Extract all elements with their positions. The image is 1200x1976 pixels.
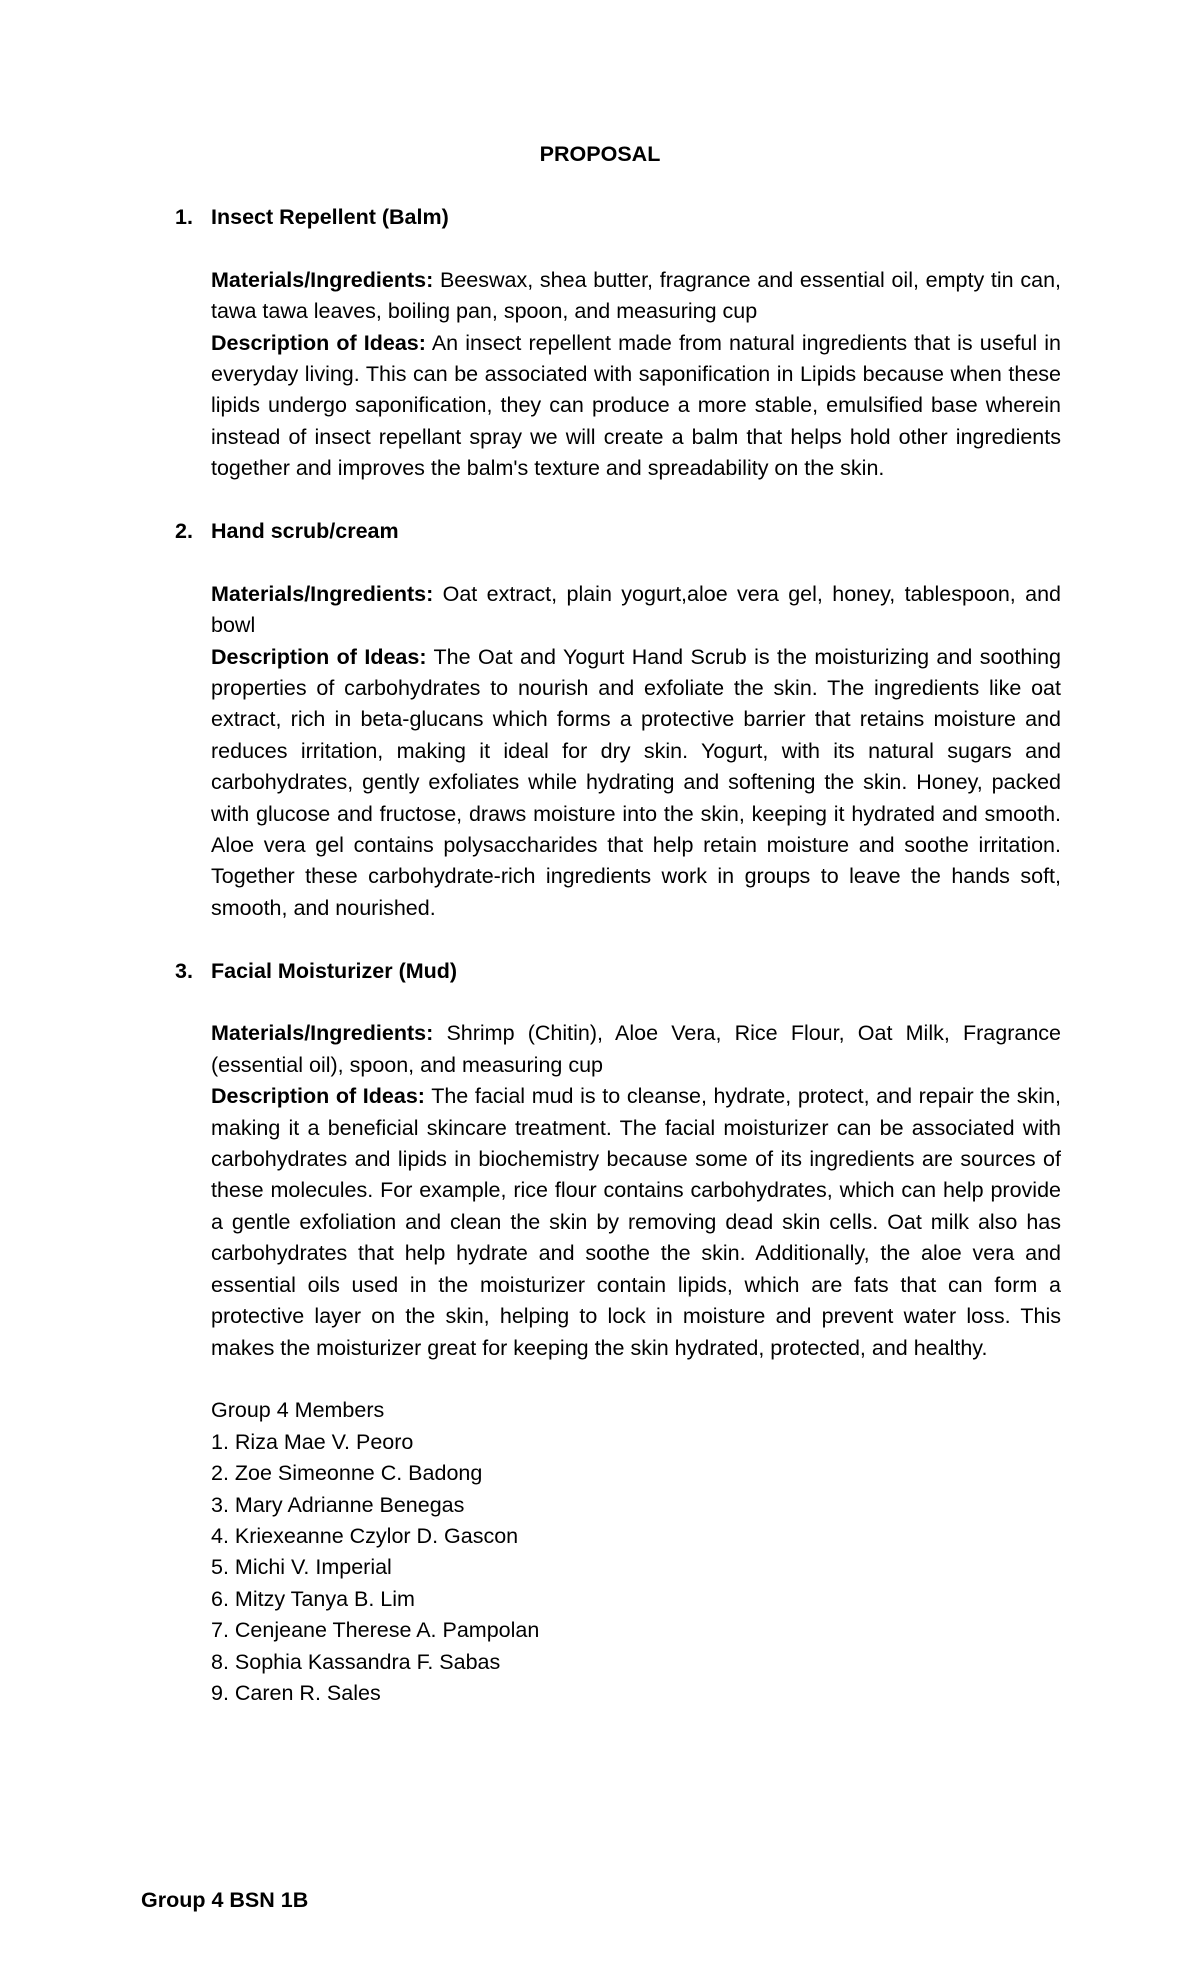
description-label: Description of Ideas: <box>211 330 426 355</box>
page-title: PROPOSAL <box>539 142 661 166</box>
description-text: The facial mud is to cleanse, hydrate, protect, and repair the skin, making it a beneficial skincare treatment. The facial moisturizer can be associated with carbohydrates and lipids in biochemistry because some of its ingredients are sources of these molecules. For example, rice flour contains carbohydrates, which can help provide a gentle exfoliation and clean the skin by removing dead skin cells. Oat milk also has carbohydrates that help hydrate and soothe the skin. Additionally, the aloe vera and essential oils used in the moisturizer contain lipids, which are fats that can form a protective layer on the skin, helping to lock in moisture and prevent water loss. This makes the moisturizer great for keeping the skin hydrated, protected, and healthy. <box>211 1084 1061 1360</box>
member-item: 5. Michi V. Imperial <box>211 1555 392 1580</box>
section-title: Facial Moisturizer (Mud) <box>211 958 458 983</box>
page-footer: Group 4 BSN 1B <box>141 1888 309 1912</box>
group-members <box>211 1395 1061 1709</box>
description-label: Description of Ideas: <box>211 1084 425 1109</box>
proposal-section-3 <box>175 956 1061 1364</box>
materials-label: Materials/Ingredients: <box>211 581 434 606</box>
proposal-sections <box>175 202 1061 1709</box>
section-heading <box>175 516 1061 547</box>
description-paragraph <box>211 1081 1061 1364</box>
description-text: An insect repellent made from natural ingredients that is useful in everyday living. This can be associated with saponification in Lipids because when these lipids undergo saponification, they can produce a more stable, emulsified base wherein instead of insect repellant spray we will create a balm that helps hold other ingredients together and improves the balm's texture and spreadability on the skin. <box>211 330 1061 481</box>
proposal-section-2 <box>175 516 1061 924</box>
member-item: 9. Caren R. Sales <box>211 1680 381 1705</box>
section-number: 1. <box>175 205 193 229</box>
proposal-section-1 <box>175 202 1061 485</box>
materials-label: Materials/Ingredients: <box>211 267 434 292</box>
member-item: 1. Riza Mae V. Peoro <box>211 1429 414 1454</box>
materials-text: Beeswax, shea butter, fragrance and essential oil, empty tin can, tawa tawa leaves, boiling pan, spoon, and measuring cup <box>211 267 1061 324</box>
member-item: 4. Kriexeanne Czylor D. Gascon <box>211 1523 519 1548</box>
section-heading <box>175 202 1061 233</box>
section-heading <box>175 956 1061 987</box>
section-title: Insect Repellent (Balm) <box>211 205 449 229</box>
description-paragraph <box>211 328 1061 485</box>
member-item: 6. Mitzy Tanya B. Lim <box>211 1586 415 1611</box>
member-item: 8. Sophia Kassandra F. Sabas <box>211 1649 501 1674</box>
materials-text: Shrimp (Chitin), Aloe Vera, Rice Flour, Oat Milk, Fragrance (essential oil), spoon, and measuring cup <box>211 1021 1061 1077</box>
materials-text: Oat extract, plain yogurt,aloe vera gel, honey, tablespoon, and bowl <box>211 581 1061 638</box>
member-item: 7. Cenjeane Therese A. Pampolan <box>211 1618 540 1643</box>
materials-paragraph <box>211 579 1061 642</box>
member-item: 2. Zoe Simeonne C. Badong <box>211 1461 483 1486</box>
section-number: 2. <box>175 519 193 544</box>
materials-label: Materials/Ingredients: <box>211 1021 434 1046</box>
member-item: 3. Mary Adrianne Benegas <box>211 1492 465 1517</box>
members-heading: Group 4 Members <box>211 1398 385 1423</box>
materials-paragraph <box>211 265 1061 328</box>
section-title: Hand scrub/cream <box>211 519 399 544</box>
description-label: Description of Ideas: <box>211 644 427 669</box>
materials-paragraph <box>211 1018 1061 1081</box>
section-number: 3. <box>175 958 193 983</box>
description-paragraph <box>211 642 1061 925</box>
members-list <box>211 1427 1061 1710</box>
description-text: The Oat and Yogurt Hand Scrub is the moisturizing and soothing properties of carbohydrates to nourish and exfoliate the skin. The ingredients like oat extract, rich in beta-glucans which forms a protective barrier that retains moisture and reduces irritation, making it ideal for dry skin. Yogurt, with its natural sugars and carbohydrates, gently exfoliates while hydrating and softening the skin. Honey, packed with glucose and fructose, draws moisture into the skin, keeping it hydrated and smooth. Aloe vera gel contains polysaccharides that help retain moisture and soothe irritation. Together these carbohydrate-rich ingredients work in groups to leave the hands soft, smooth, and nourished. <box>211 644 1061 920</box>
